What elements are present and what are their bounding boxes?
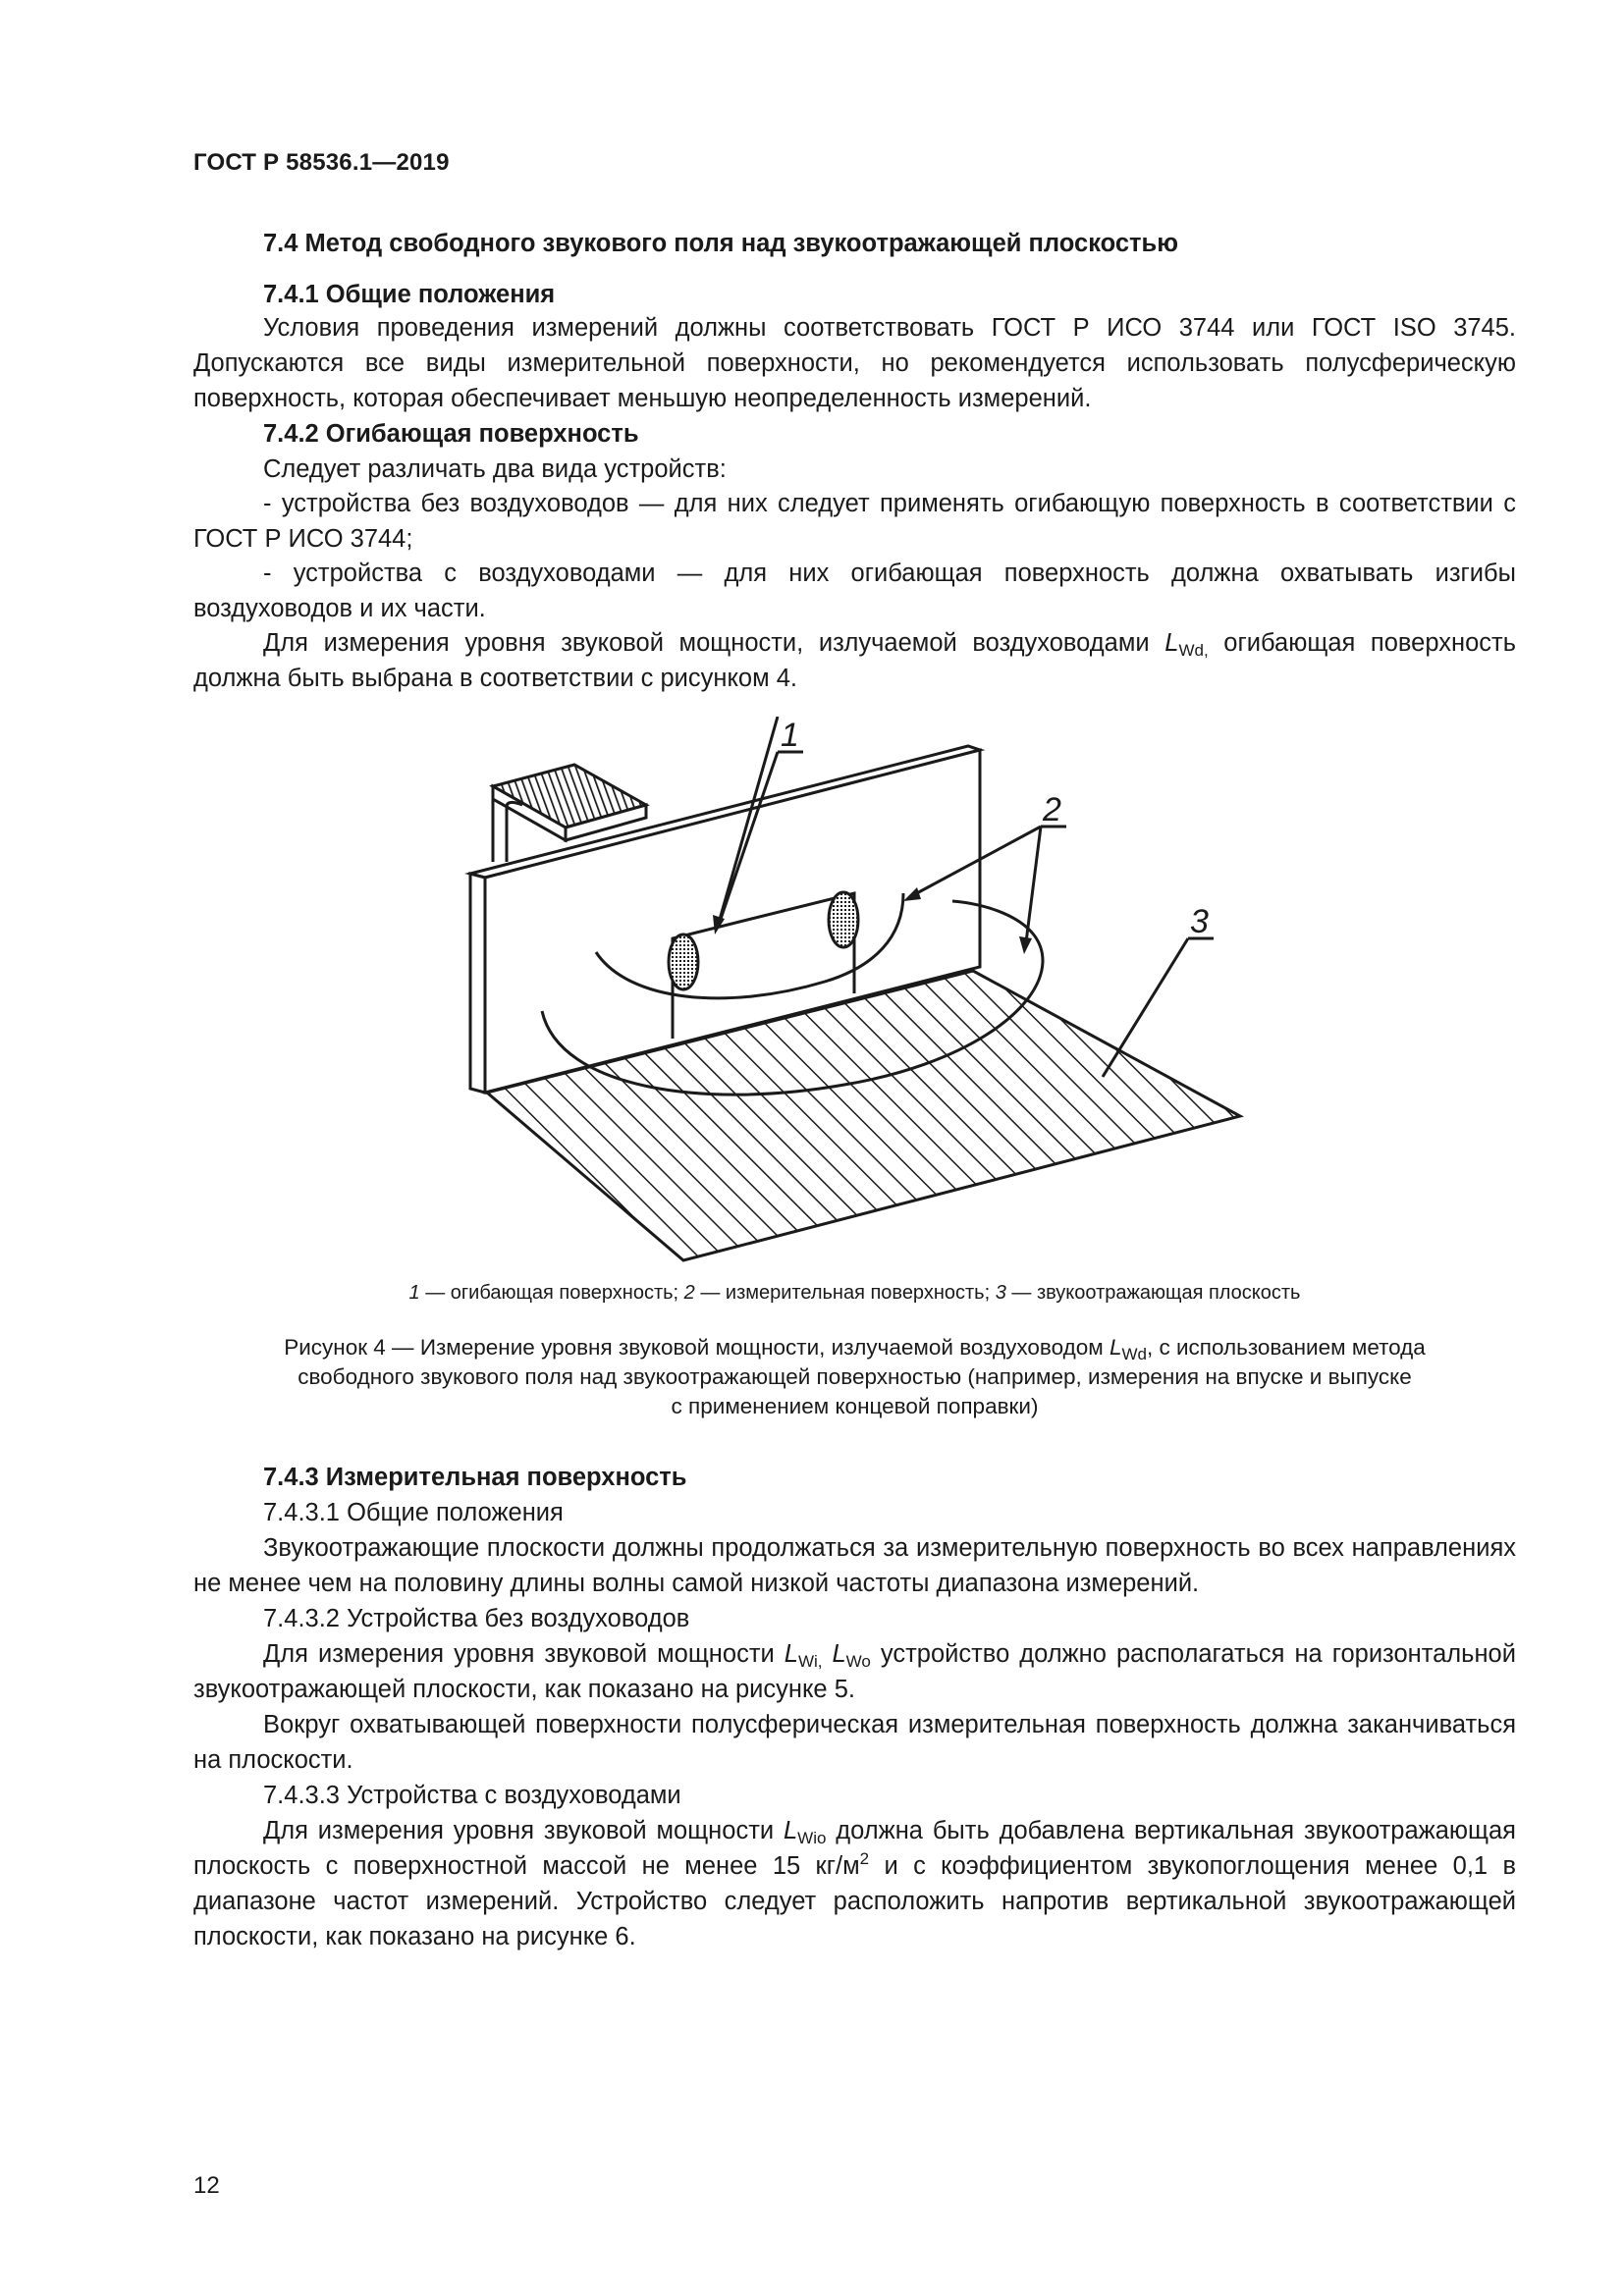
paragraph-7-4-3-2: Для измерения уровня звуковой мощности $L_{Wi,}$ $L_{Wo}$ устройство должно располагаться на горизонтальной звукоотражающей плоскости, как показано на рисунке 5. xyxy=(193,1640,1516,1703)
subsection-heading-7-4-2: 7.4.2 Огибающая поверхность xyxy=(263,420,639,448)
paragraph-7-4-3-1: Звукоотражающие плоскости должны продолжаться за измерительную поверхность во всех направлениях не менее чем на половину длины волны самой низкой частоты диапазона измерений. xyxy=(193,1534,1516,1597)
leader-3 xyxy=(1103,938,1188,1077)
section-heading-7-4: 7.4 Метод свободного звукового поля над звукоотражающей плоскостью xyxy=(263,230,1178,257)
subsection-heading-7-4-3-1: 7.4.3.1 Общие положения xyxy=(263,1499,564,1526)
figure-4-diagram xyxy=(432,717,1257,1266)
figure-4-caption: Рисунок 4 — Измерение уровня звуковой мощности, излучаемой воздуховодом $L_{Wd}$, с использованием метода свободного звукового поля над звукоотражающей поверхностью (например, измерения на впуске и выпуске с применением концевой поправки) xyxy=(284,1335,1426,1418)
paragraph-7-4-3-2-second: Вокруг охватывающей поверхности полусферическая измерительная поверхность должна заканчиваться на плоскости. xyxy=(193,1711,1516,1774)
page-number: 12 xyxy=(193,2172,220,2199)
subsection-heading-7-4-1: 7.4.1 Общие положения xyxy=(263,281,556,308)
label-2: 2 xyxy=(1043,791,1061,828)
label-1: 1 xyxy=(781,717,799,754)
label-3: 3 xyxy=(1190,903,1209,940)
subsection-heading-7-4-3-2: 7.4.3.2 Устройства без воздуховодов xyxy=(263,1605,690,1632)
paragraph-7-4-3-3: Для измерения уровня звуковой мощности $L_{Wio}$ должна быть добавлена вертикальная звукоотражающая плоскость с поверхностной массой не менее 15 $кг/м^2$ и с коэффициентом звукопоглощения менее 0,1 в диапазоне частот измерений. Устройство следует расположить напротив вертикальной звукоотражающей плоскости, как показано на рисунке 6. xyxy=(193,1817,1516,1950)
paragraph-7-4-2-intro: Следует различать два вида устройств: xyxy=(263,455,727,483)
list-item-2: - устройства с воздуховодами — для них огибающая поверхность должна охватывать изгибы воздуховодов и их части. xyxy=(193,560,1516,622)
paragraph-7-4-2-figure-ref: Для измерения уровня звуковой мощности, излучаемой воздуховодами $L_{Wd,}$ огибающая поверхность должна быть выбрана в соответствии с рисунком 4. xyxy=(193,629,1516,692)
leader-2b xyxy=(1026,827,1041,942)
subsection-heading-7-4-3: 7.4.3 Измерительная поверхность xyxy=(263,1464,687,1491)
arrowhead-2b xyxy=(1019,936,1032,954)
list-item-1: - устройства без воздуховодов — для них следует применять огибающую поверхность в соответствии с ГОСТ Р ИСО 3744; xyxy=(193,490,1516,553)
figure-4-legend: 1 — огибающая поверхность; 2 — измерительная поверхность; 3 — звукоотражающая плоскость xyxy=(408,1282,1301,1304)
paragraph-7-4-1: Условия проведения измерений должны соответствовать ГОСТ Р ИСО 3744 или ГОСТ ISO 3745. Допускаются все виды измерительной поверхности, но рекомендуется использовать полусферическую поверхность, которая обеспечивает меньшую неопределенность измерений. xyxy=(193,314,1516,412)
subsection-heading-7-4-3-3: 7.4.3.3 Устройства с воздуховодами xyxy=(263,1782,681,1809)
document-code: ГОСТ Р 58536.1—2019 xyxy=(193,149,450,176)
